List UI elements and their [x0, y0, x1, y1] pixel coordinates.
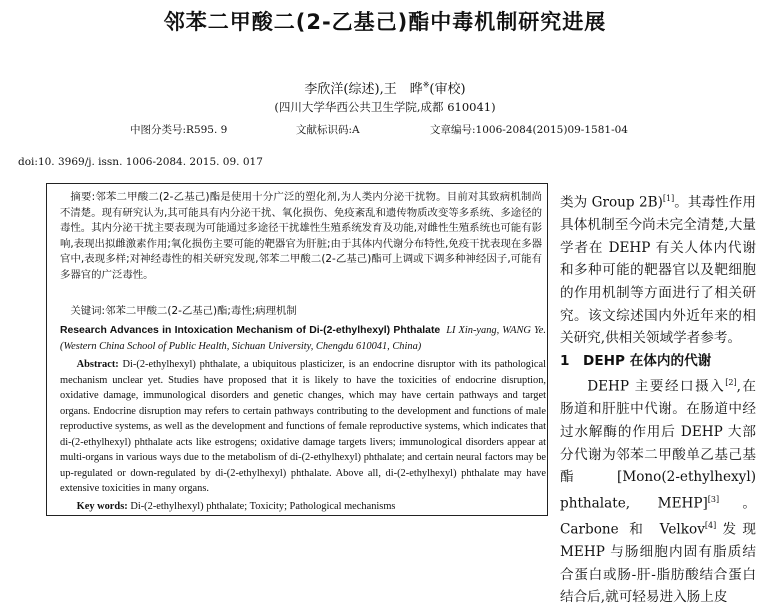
- body-text: DEHP 主要经口摄入: [587, 378, 726, 395]
- english-affiliation: (Western China School of Public Health, Sichuan University, Chengdu 610041, China): [60, 341, 422, 352]
- chinese-keywords: 关键词:邻苯二甲酸二(2-乙基己)酯;毒性;病理机制: [70, 305, 297, 317]
- citation: [2]: [725, 378, 737, 388]
- chinese-abstract: 摘要:邻苯二甲酸二(2-乙基己)酯是使用十分广泛的塑化剂,为人类内分泌干扰物。目前对其致病机制尚不清楚。现有研究认为,其可能具有内分泌干扰、氧化损伤、免疫紊乱和遗传物质改变等多系统、多途径的毒性。其内分泌干扰主要表现为可能通过多途径干扰雄性生殖系统发育及功能,对雌性生殖系统也可能有影响,表现出拟雌激素作用;氧化损伤主要可能的靶器官为肝脏;由于其体内代谢分布特性,免疫干扰表现在多器官中,表现多样;对神经毒性的相关研究发现,邻苯二甲酸二(2-乙基己)酯可上调或下调多种神经因子,可能有多器官的广泛毒性。: [60, 191, 542, 281]
- section-heading-1: 1 DEHP 在体内的代谢: [560, 352, 712, 369]
- body-text: 。其毒性作用具体机制至今尚未完全清楚,大量学者在 DEHP 有关人体内代谢和多种可能的靶器官以及靶细胞的作用机制等方面进行了相关研究。该文综述国内外近年来的相关研究,供相关领域学者参考。: [560, 194, 756, 347]
- english-abstract: [60, 357, 546, 497]
- paper-title: 邻苯二甲酸二(2-乙基己)酯中毒机制研究进展: [163, 10, 607, 34]
- body-text: 。Carbone 和 Velkov: [560, 495, 756, 538]
- citation: [4]: [704, 520, 717, 530]
- author-names: 李欣洋(综述),王 晔: [304, 82, 423, 97]
- article-number: 文章编号:1006-2084(2015)09-1581-04: [430, 124, 628, 136]
- english-keywords-text: Di-(2-ethylhexyl) phthalate; Toxicity; Pathological mechanisms: [130, 501, 396, 512]
- clc-number: 中图分类号:R595. 9: [130, 124, 228, 136]
- english-authors: LI Xin-yang, WANG Ye.: [446, 325, 546, 336]
- english-keywords: [60, 501, 546, 512]
- citation: [1]: [662, 194, 675, 203]
- keywords-label: Key words:: [76, 501, 128, 512]
- citation: [3]: [707, 494, 720, 504]
- corresponding-mark: ※: [422, 80, 430, 90]
- author-line: [0, 78, 770, 97]
- author-role: (审校): [429, 82, 466, 97]
- abstract-label: Abstract:: [76, 359, 119, 370]
- doi: doi:10. 3969/j. issn. 1006-2084. 2015. 09. 017: [18, 156, 263, 168]
- body-paragraph-2: [560, 372, 756, 609]
- body-text: ,在肠道和肝脏中代谢。在肠道中经过水解酶的作用后 DEHP 大部分代谢为邻苯二甲酸单乙基己基酯[Mono(2-ethylhexyl) phthalate, MEHP]: [560, 378, 756, 512]
- body-column: [560, 188, 756, 609]
- affiliation: (四川大学华西公共卫生学院,成都 610041): [274, 100, 496, 114]
- english-title-block: [60, 323, 546, 355]
- body-text: 发现 MEHP 与肠细胞内固有脂质结合蛋白或肠-肝-脂肪酸结合蛋白结合后,就可轻易进入肠上皮: [560, 521, 756, 606]
- body-text: 类为 Group 2B): [560, 194, 663, 211]
- english-title: Research Advances in Intoxication Mechanism of Di-(2-ethylhexyl) Phthalate: [60, 325, 441, 336]
- body-paragraph-1: [560, 188, 756, 350]
- english-abstract-text: Di-(2-ethylhexyl) phthalate, a ubiquitous plasticizer, is an endocrine disruptor with its pathological mechanism unclear yet. Studies have proposed that it is likely to have the toxicities of endocrine disruption, oxidative damage, immunological disorders and genetic changes, which may have certain pathways and target organs. Endocrine disruption may refers to certain pathways contributing to the development and functions of male reproductive systems, as well as the development and functions of female reproductive systems, which indicates that di-(2-ethylhexyl) phthalate acts like estrogens; oxidative damage targets livers; immunological disorders appear at multi-organs in various ways due to the metabolism of di-(2-ethylhexyl) phthalate; and certain neural factors may be up-regulated or down-regulated by di-(2-ethylhexyl) phthalate. Above all, di-(2-ethylhexyl) phthalate may have extensive toxicities in many organs.: [60, 359, 546, 494]
- document-code: 文献标识码:A: [296, 124, 360, 136]
